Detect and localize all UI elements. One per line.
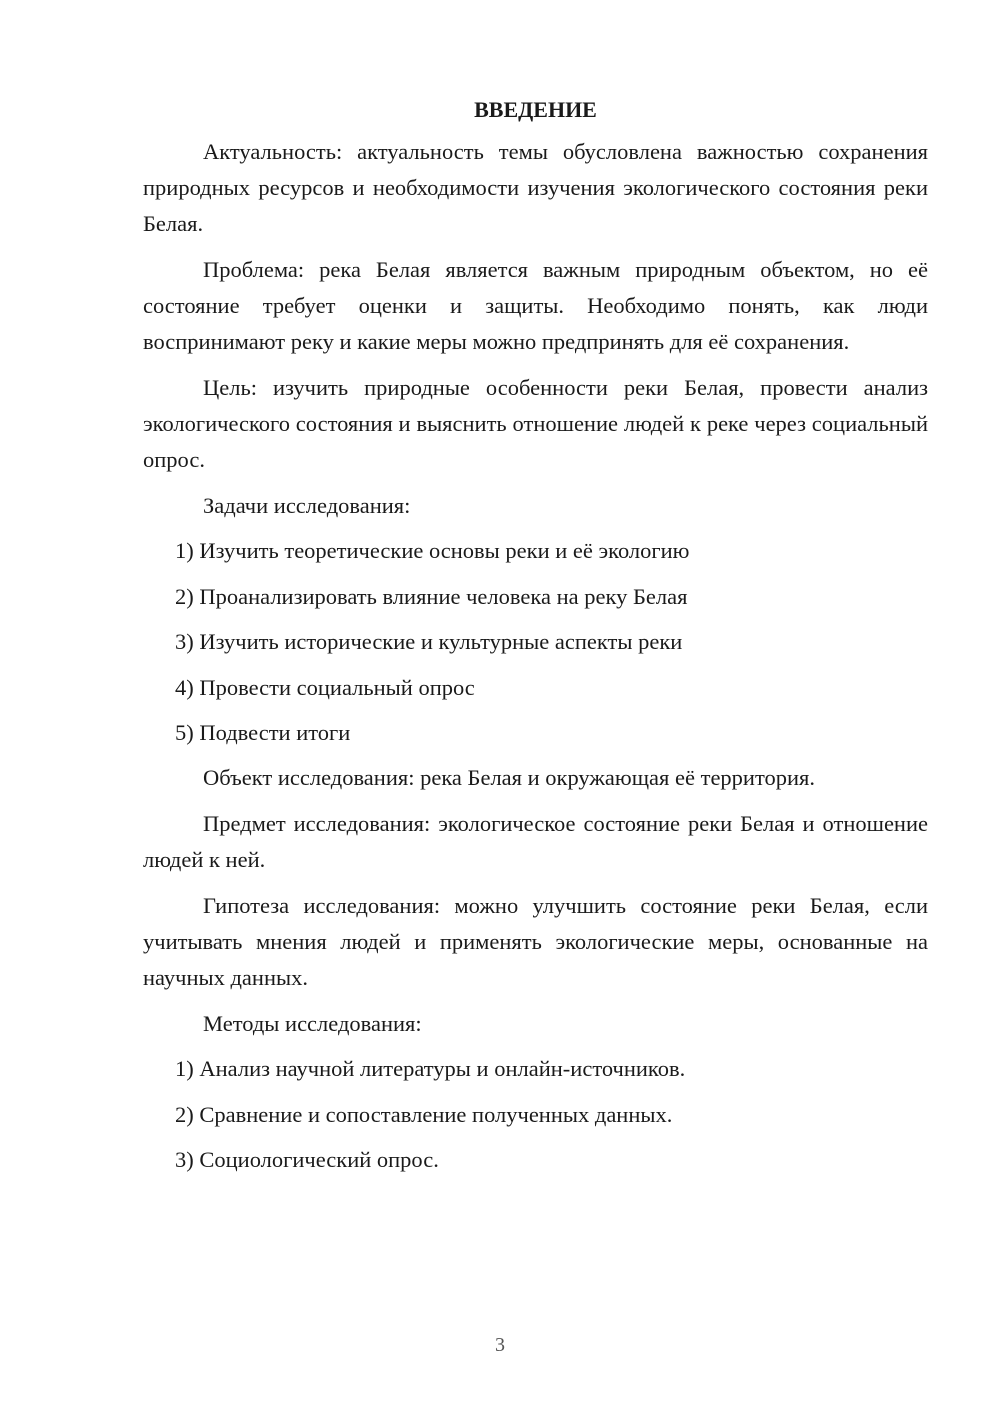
problem-paragraph: Проблема: река Белая является важным природным объектом, но её состояние требует оценки и защиты. Необходимо понять, как люди воспринимают реку и какие меры можно предпринять для её сохранения. — [143, 257, 928, 354]
section-title: ВВЕДЕНИЕ — [474, 97, 597, 122]
list-item: 4) Провести социальный опрос — [175, 674, 475, 700]
tasks-list — [143, 533, 928, 751]
list-item: 5) Подвести итоги — [175, 720, 351, 745]
list-item: 1) Анализ научной литературы и онлайн-источников. — [175, 1056, 686, 1081]
goal-paragraph: Цель: изучить природные особенности реки Белая, провести анализ экологического состояния и выяснить отношение людей к реке через социальный опрос. — [143, 375, 928, 472]
list-item: 2) Сравнение и сопоставление полученных данных. — [175, 1101, 673, 1127]
list-item: 2) Проанализировать влияние человека на реку Белая — [175, 583, 688, 609]
relevance-paragraph: Актуальность: актуальность темы обусловлена важностью сохранения природных ресурсов и необходимости изучения экологического состояния реки Белая. — [143, 139, 928, 236]
list-item: 3) Изучить исторические и культурные аспекты реки — [175, 629, 683, 654]
hypothesis-paragraph: Гипотеза исследования: можно улучшить состояние реки Белая, если учитывать мнения людей и применять экологические меры, основанные на научных данных. — [143, 893, 928, 990]
list-item: 3) Социологический опрос. — [175, 1147, 439, 1172]
list-item: 1) Изучить теоретические основы реки и её экологию — [175, 538, 690, 563]
methods-heading: Методы исследования: — [203, 1011, 422, 1036]
tasks-heading: Задачи исследования: — [203, 493, 411, 518]
page-number: 3 — [495, 1334, 505, 1356]
subject-paragraph: Предмет исследования: экологическое состояние реки Белая и отношение людей к ней. — [143, 811, 928, 872]
methods-list — [143, 1051, 928, 1178]
object-paragraph: Объект исследования: река Белая и окружающая её территория. — [203, 765, 816, 790]
document-page — [143, 92, 928, 1187]
